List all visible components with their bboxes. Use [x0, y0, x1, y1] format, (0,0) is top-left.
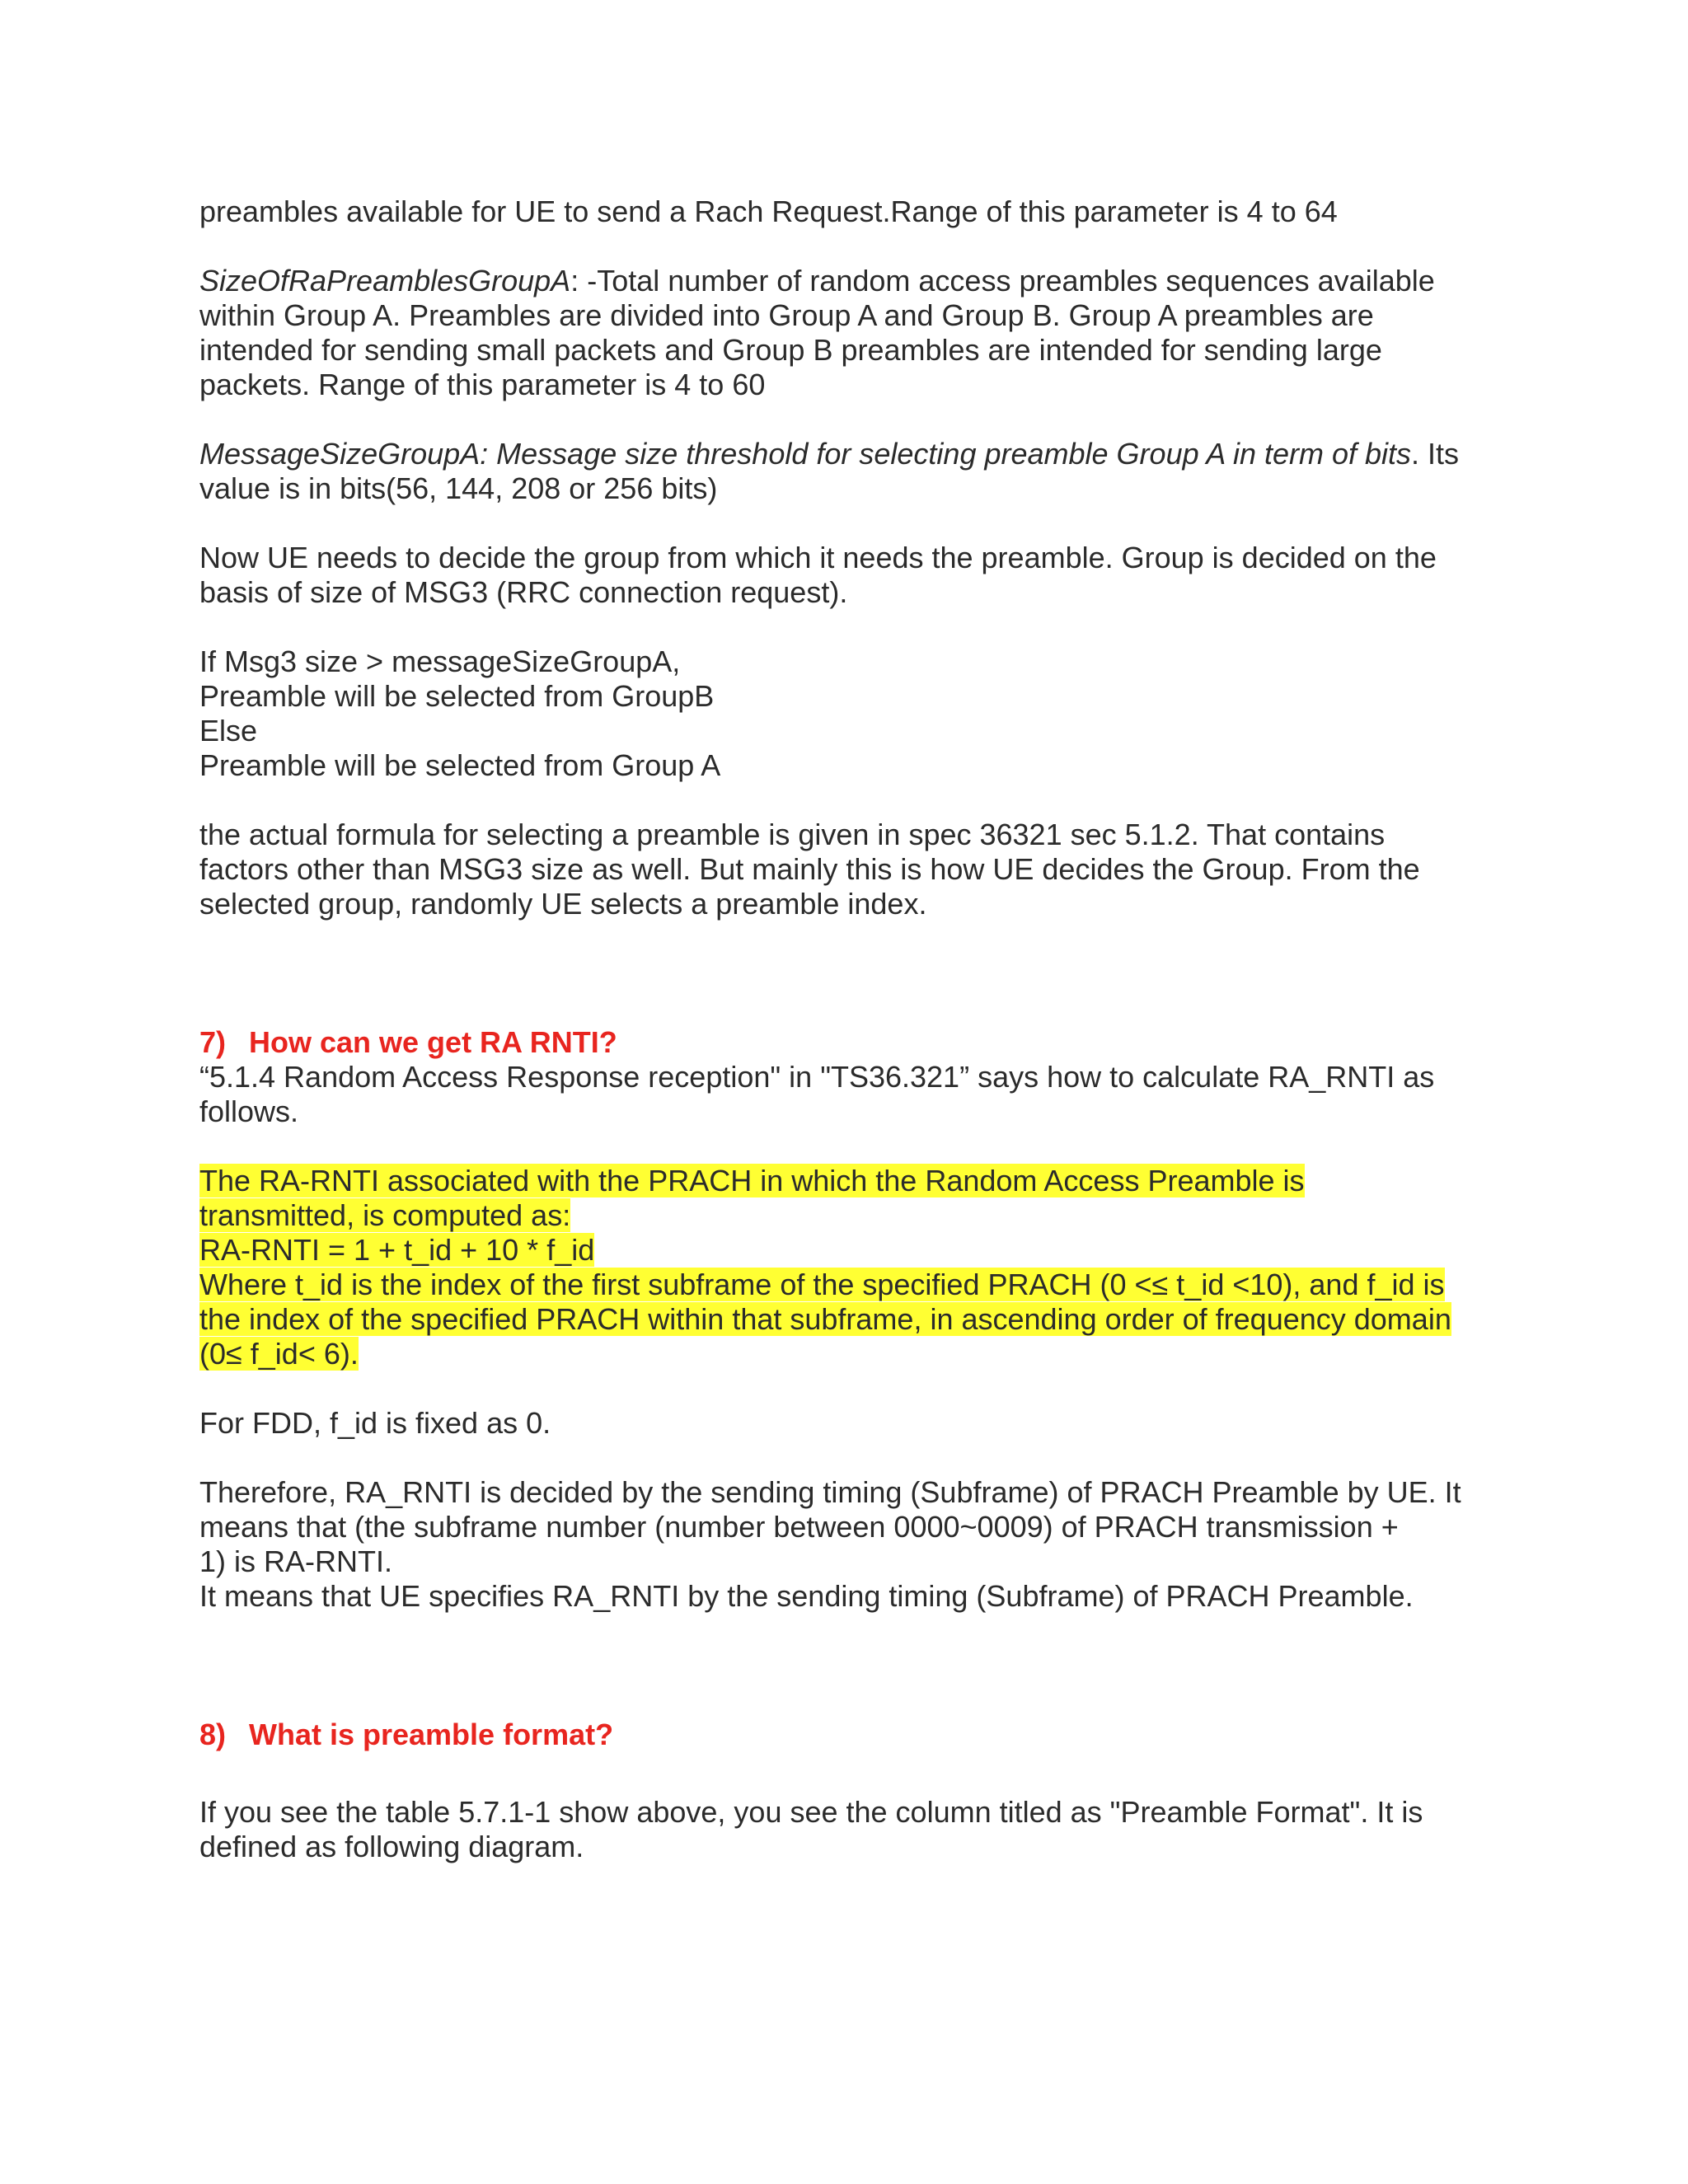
term-message-size-group-a: MessageSizeGroupA: Message size threshold for selecting preamble Group A in term of bits	[199, 437, 1412, 471]
paragraph-selection-formula	[199, 818, 1502, 921]
text-line: Therefore, RA_RNTI is decided by the sending timing (Subframe) of PRACH Preamble by UE. It	[199, 1475, 1461, 1509]
document-body	[199, 194, 1502, 1899]
heading-text: What is preamble format?	[249, 1718, 614, 1751]
term-definition: : -Total number of random access preambles sequences available	[570, 264, 1435, 298]
paragraph-rarnti-intro	[199, 1060, 1502, 1129]
term-suffix: . Its	[1411, 437, 1460, 471]
highlight-text: RA-RNTI = 1 + t_id + 10 * f_id	[199, 1233, 595, 1267]
text-line: the actual formula for selecting a preamble is given in spec 36321 sec 5.1.2. That contains	[199, 818, 1386, 851]
section-spacer	[199, 956, 1502, 1025]
highlight-text: The RA-RNTI associated with the PRACH in which the Random Access Preamble is	[199, 1164, 1305, 1197]
text-line: means that (the subframe number (number between 0000~0009) of PRACH transmission +	[199, 1510, 1399, 1544]
paragraph-group-condition	[199, 644, 1502, 783]
text-line: intended for sending small packets and Group B preambles are intended for sending large	[199, 333, 1382, 367]
text-line: value is in bits(56, 144, 208 or 256 bits)	[199, 471, 718, 505]
section-heading-8	[199, 1718, 1502, 1752]
heading-text: How can we get RA RNTI?	[249, 1025, 617, 1059]
section-spacer	[199, 1648, 1502, 1718]
paragraph-message-size-group-a	[199, 437, 1502, 506]
highlighted-line	[199, 1198, 1502, 1233]
paragraph-preambles-available	[199, 194, 1502, 229]
text-line: Now UE needs to decide the group from which it needs the preamble. Group is decided on the	[199, 541, 1437, 574]
text-line: For FDD, f_id is fixed as 0.	[199, 1406, 551, 1440]
text-line: defined as following diagram.	[199, 1830, 584, 1863]
text-line: Preamble will be selected from Group A	[199, 748, 721, 782]
text-line: Else	[199, 714, 258, 748]
text-line: If you see the table 5.7.1-1 show above, you see the column titled as "Preamble Format". It is	[199, 1795, 1423, 1829]
paragraph-therefore	[199, 1475, 1502, 1614]
highlight-text: the index of the specified PRACH within that subframe, in ascending order of frequency domain	[199, 1302, 1451, 1336]
text-line: If Msg3 size > messageSizeGroupA,	[199, 644, 681, 678]
section-heading-7	[199, 1025, 1502, 1060]
text-line: Preamble will be selected from GroupB	[199, 679, 715, 713]
text-line: within Group A. Preambles are divided into Group A and Group B. Group A preambles are	[199, 298, 1374, 332]
text-line: 1) is RA-RNTI.	[199, 1544, 392, 1578]
text-line: basis of size of MSG3 (RRC connection request).	[199, 575, 848, 609]
paragraph-preamble-format-table	[199, 1795, 1502, 1864]
highlighted-line	[199, 1337, 1502, 1371]
highlighted-spec-quote	[199, 1164, 1502, 1371]
heading-number: 8)	[199, 1718, 227, 1751]
text-line: “5.1.4 Random Access Response reception" in "TS36.321” says how to calculate RA_RNTI as	[199, 1060, 1435, 1094]
highlighted-line	[199, 1302, 1502, 1337]
highlight-text: Where t_id is the index of the first subframe of the specified PRACH (0 <≤ t_id <10), and f_id is	[199, 1268, 1445, 1301]
text-line: packets. Range of this parameter is 4 to 60	[199, 368, 766, 401]
heading-number: 7)	[199, 1025, 227, 1059]
text-line	[199, 437, 1502, 471]
highlighted-line	[199, 1268, 1502, 1302]
paragraph-fdd	[199, 1406, 1502, 1441]
highlighted-line	[199, 1233, 1502, 1268]
paragraph-size-of-ra-preambles-group-a	[199, 264, 1502, 402]
paragraph-group-decision	[199, 541, 1502, 610]
text-line	[199, 264, 1502, 298]
text-line: factors other than MSG3 size as well. But mainly this is how UE decides the Group. From the	[199, 852, 1420, 886]
text-line: preambles available for UE to send a Rach Request.Range of this parameter is 4 to 64	[199, 194, 1338, 228]
text-line: follows.	[199, 1094, 299, 1128]
term-size-of-ra-preambles-group-a: SizeOfRaPreamblesGroupA	[199, 264, 571, 298]
text-line: selected group, randomly UE selects a preamble index.	[199, 887, 927, 921]
highlight-text: (0≤ f_id< 6).	[199, 1337, 359, 1371]
text-line: It means that UE specifies RA_RNTI by the sending timing (Subframe) of PRACH Preamble.	[199, 1579, 1414, 1613]
highlighted-line	[199, 1164, 1502, 1198]
highlight-text: transmitted, is computed as:	[199, 1198, 571, 1232]
